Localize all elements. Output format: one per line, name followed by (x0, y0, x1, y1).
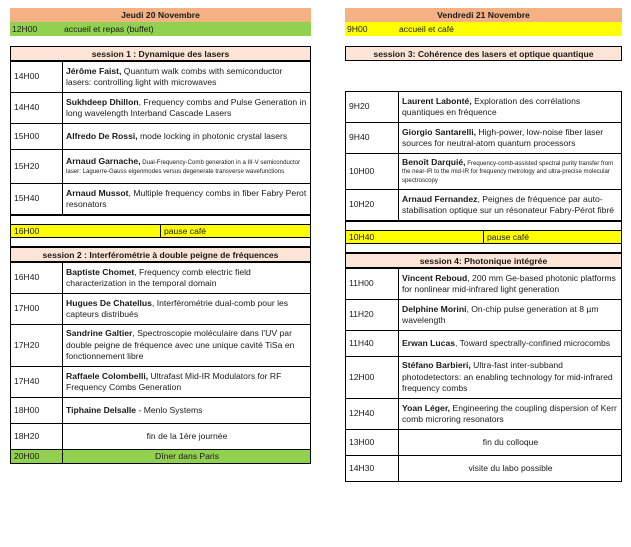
table-row (11, 263, 311, 294)
row-talk (399, 399, 622, 430)
speaker-name: Jérôme Faist, (66, 65, 122, 76)
thursday-column (10, 8, 311, 464)
spacer (345, 61, 622, 91)
spacer (10, 36, 311, 46)
speaker-name: Giorgio Santarelli, (402, 126, 477, 137)
speaker-name: Laurent Labonté, (402, 95, 472, 106)
row-talk (63, 124, 311, 150)
talk-title: , Peignes de fréquence par auto-stabilisation optique sur un résonateur Fabry-Pérot fibré (402, 193, 615, 215)
table-row (11, 150, 311, 184)
row-time: 13H00 (346, 430, 399, 456)
row-time: 14H30 (346, 456, 399, 482)
talk-title: Quantum walk combs with semiconductor lasers: controlling light with microwaves (66, 65, 283, 87)
dinner-row (11, 450, 311, 464)
speaker-name: Stéfano Barbieri, (402, 360, 471, 371)
visit-label: visite du labo possible (399, 456, 622, 482)
thursday-welcome-row (10, 22, 311, 36)
speaker-name: Sukhdeep Dhillon (66, 96, 139, 107)
pause-label: pause café (161, 225, 311, 238)
table-row (11, 124, 311, 150)
blank-cell (346, 244, 622, 253)
session-3-header: session 3: Cohérence des lasers et optique quantique (345, 46, 622, 61)
row-talk (399, 154, 622, 190)
blank-row (11, 216, 311, 225)
row-time: 10H00 (346, 154, 399, 190)
row-time: 16H40 (11, 263, 63, 294)
pause-cafe-row (346, 231, 622, 244)
talk-title: Engineering the coupling dispersion of Kerr comb microring resonators (402, 402, 617, 424)
speaker-name: Arnaud Garnache, (66, 155, 141, 166)
blank-cell (346, 222, 622, 231)
talk-title: , 200 mm Ge-based photonic platforms for nonlinear mid-infrared light generation (402, 272, 616, 294)
row-talk (399, 123, 622, 154)
blank-cell (11, 216, 311, 225)
blank-row (11, 238, 311, 247)
table-row (11, 424, 311, 450)
table-row (11, 93, 311, 124)
dinner-time: 20H00 (11, 450, 63, 464)
table-row (11, 294, 311, 325)
talk-title: Exploration des corrélations quantiques en fréquence (402, 95, 581, 117)
row-time: 17H00 (11, 294, 63, 325)
table-row (346, 300, 622, 331)
row-time: 11H40 (346, 331, 399, 357)
table-row (346, 190, 622, 221)
session-1-table (10, 61, 311, 215)
friday-welcome-time: 9H00 (347, 24, 368, 34)
friday-welcome-row (345, 22, 622, 36)
talk-title: Frequency-comb-assisted spectral purity transfer from the near-IR to the mid-IR for frequency metrology and ultra-precise molecular spectroscopy (402, 159, 614, 184)
table-row (346, 430, 622, 456)
thursday-welcome-time: 12H00 (12, 24, 38, 34)
friday-column (345, 8, 622, 482)
table-row (11, 62, 311, 93)
table-row (11, 184, 311, 215)
pause-label: pause café (484, 231, 622, 244)
session-1-header: session 1 : Dynamique des lasers (10, 46, 311, 61)
row-time: 11H00 (346, 269, 399, 300)
thursday-welcome-text: accueil et repas (buffet) (64, 24, 154, 34)
row-talk (63, 93, 311, 124)
speaker-name: Arnaud Mussot (66, 187, 129, 198)
row-time: 10H20 (346, 190, 399, 221)
row-time: 18H20 (11, 424, 63, 450)
blank-cell (11, 238, 311, 247)
friday-welcome-text: accueil et café (399, 24, 454, 34)
row-talk (63, 325, 311, 367)
talk-title: , Frequency combs and Pulse Generation in long wavelength Interband Cascade Lasers (66, 96, 307, 118)
talk-title: , Spectroscopie moléculaire dans l’UV par double peigne de fréquence avec une unique cavité TiSa en fonctionnement libre (66, 328, 295, 362)
table-row (11, 367, 311, 398)
row-talk (63, 367, 311, 398)
row-time: 17H20 (11, 325, 63, 367)
dinner-label: Dîner dans Paris (63, 450, 311, 464)
speaker-name: Hugues De Chatellus (66, 297, 152, 308)
friday-day-header: Vendredi 21 Novembre (345, 8, 622, 22)
row-talk (63, 62, 311, 93)
speaker-name: Raffaele Colombelli, (66, 370, 149, 381)
thursday-day-header: Jeudi 20 Novembre (10, 8, 311, 22)
row-time: 14H00 (11, 62, 63, 93)
speaker-name: Erwan Lucas (402, 337, 456, 348)
table-row (346, 331, 622, 357)
row-talk (399, 92, 622, 123)
table-row (11, 398, 311, 424)
speaker-name: Sandrine Galtier (66, 328, 133, 339)
talk-title: Ultra-fast inter-subband photodetectors: an enabling technology for mid-infrared frequency combs (402, 360, 613, 394)
row-time: 18H00 (11, 398, 63, 424)
row-talk (399, 190, 622, 221)
session-2-table (10, 262, 311, 464)
row-time: 14H40 (11, 93, 63, 124)
pause-time: 10H40 (346, 231, 484, 244)
pause-cafe-row (11, 225, 311, 238)
row-time: 11H20 (346, 300, 399, 331)
spacer (345, 36, 622, 46)
talk-title: , Frequency comb electric field characterization in the temporal domain (66, 266, 251, 288)
speaker-name: Benoît Darquié, (402, 156, 466, 167)
row-talk (63, 263, 311, 294)
row-talk (399, 357, 622, 399)
talk-title: , Interférométrie dual-comb pour les capteurs distribués (66, 297, 289, 319)
talk-title: , Toward spectrally-confined microcombs (455, 337, 611, 348)
speaker-name: Tiphaine Delsalle (66, 404, 137, 415)
row-talk (63, 184, 311, 215)
table-row (346, 92, 622, 123)
row-time: 12H00 (346, 357, 399, 399)
table-row (346, 357, 622, 399)
talk-title: Dual-Frequency-Comb generation in a III-V semiconductor laser: Laguerre-Gauss eigenmodes versus degenerate transverse wavefunctions (66, 158, 301, 175)
talk-title: mode locking in photonic crystal lasers (137, 130, 288, 141)
speaker-name: Baptiste Chomet (66, 266, 135, 277)
speaker-name: Delphine Morini (402, 303, 467, 314)
speaker-name: Alfredo De Rossi, (66, 130, 138, 141)
session-4-header: session 4: Photonique intégrée (345, 253, 622, 268)
row-talk (63, 150, 311, 184)
session-4-table (345, 268, 622, 482)
row-time: 15H20 (11, 150, 63, 184)
talk-title: , On-chip pulse generation at 8 µm wavelength (402, 303, 599, 325)
thursday-pause-block (10, 215, 311, 247)
row-time: 9H20 (346, 92, 399, 123)
row-talk (399, 300, 622, 331)
row-talk (63, 398, 311, 424)
row-time: 15H40 (11, 184, 63, 215)
pause-time: 16H00 (11, 225, 161, 238)
table-row (11, 325, 311, 367)
row-talk (63, 294, 311, 325)
table-row (346, 123, 622, 154)
row-time: 15H00 (11, 124, 63, 150)
session-3-table (345, 91, 622, 221)
table-row (346, 399, 622, 430)
blank-row (346, 244, 622, 253)
blank-row (346, 222, 622, 231)
row-talk (399, 269, 622, 300)
row-talk (399, 331, 622, 357)
table-row (346, 269, 622, 300)
speaker-name: Yoan Léger, (402, 402, 451, 413)
row-time: 17H40 (11, 367, 63, 398)
table-row (346, 456, 622, 482)
talk-title: High-power, low-noise fiber laser sources for neutral-atom quantum processors (402, 126, 604, 148)
talk-title: - Menlo Systems (136, 404, 203, 415)
table-row (346, 154, 622, 190)
speaker-name: Vincent Reboud (402, 272, 468, 283)
closing-label: fin de la 1ère journée (63, 424, 311, 450)
row-time: 9H40 (346, 123, 399, 154)
talk-title: , Multiple frequency combs in fiber Fabry Perot resonators (66, 187, 307, 209)
row-time: 12H40 (346, 399, 399, 430)
closing-label: fin du colloque (399, 430, 622, 456)
session-2-header: session 2 : Interférométrie à double peigne de fréquences (10, 247, 311, 262)
speaker-name: Arnaud Fernandez (402, 193, 478, 204)
talk-title: Ultrafast Mid-IR Modulators for RF Frequency Combs Generation (66, 370, 282, 392)
friday-pause-block (345, 221, 622, 253)
